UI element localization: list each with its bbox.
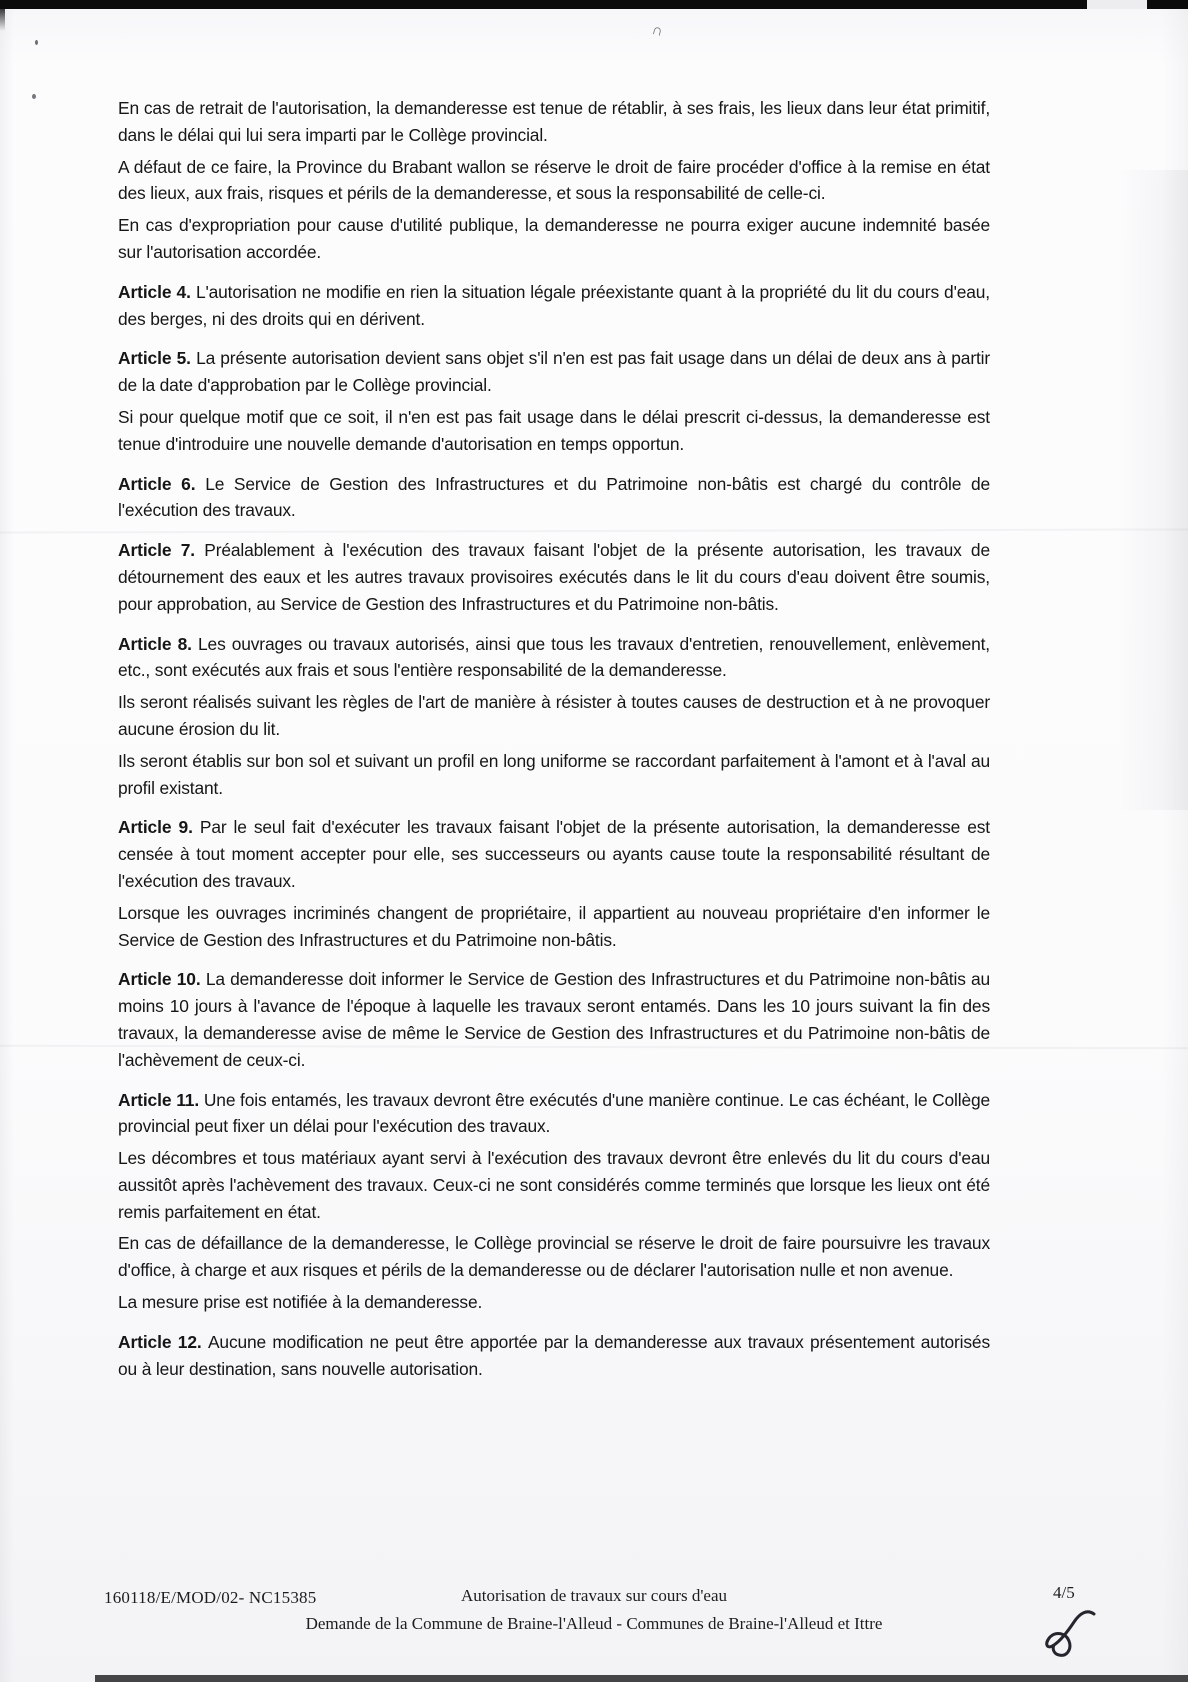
paragraph <box>118 1230 990 1284</box>
scan-artifact-dot <box>32 94 36 99</box>
paragraph-text: Les décombres et tous matériaux ayant servi à l'exécution des travaux devront être enlevés du lit du cours d'eau aussitôt après l'achèvement des travaux. Ceux-ci ne sont considérés comme terminés que lorsque les lieux ont été remis parfaitement en état. <box>118 1148 990 1222</box>
paragraph <box>118 95 990 149</box>
paragraph-article-8 <box>118 631 990 685</box>
scan-artifact-dot <box>35 40 38 45</box>
article-label: Article 4. <box>118 281 196 302</box>
paragraph-text: Lorsque les ouvrages incriminés changent de propriétaire, il appartient au nouveau propriétaire d'en informer le Service de Gestion des Infrastructures et du Patrimoine non-bâtis. <box>118 902 990 950</box>
paragraph-article-7 <box>118 537 990 617</box>
paragraph <box>118 689 990 743</box>
paragraph <box>118 1145 990 1225</box>
document-reference: 160118/E/MOD/02- NC15385 <box>104 1588 317 1607</box>
paragraph-text: Par le seul fait d'exécuter les travaux faisant l'objet de la présente autorisation, la demanderesse est censée à tout moment accepter pour elle, ses successeurs ou ayants cause toute la responsabilité résultant de l'exécution des travaux. <box>118 817 990 891</box>
article-label: Article 7. <box>118 540 205 561</box>
paragraph-text: La présente autorisation devient sans objet s'il n'en est pas fait usage dans un délai de deux ans à partir de la date d'approbation par le Collège provincial. <box>118 348 990 396</box>
paragraph-text: Ils seront établis sur bon sol et suivant un profil en long uniforme se raccordant parfaitement à l'amont et à l'aval au profil existant. <box>118 750 990 798</box>
paragraph <box>118 900 990 954</box>
paragraph <box>118 154 990 208</box>
paragraph-text: La demanderesse doit informer le Service de Gestion des Infrastructures et du Patrimoine non-bâtis au moins 10 jours à l'avance de l'époque à laquelle les travaux seront entamés. Dans les 10 jours suivant la fin des travaux, la demanderesse avise de même le Service de Gestion des Infrastructures et du Patrimoine non-bâtis de l'achèvement de ceux-ci. <box>118 969 991 1070</box>
paragraph-article-9 <box>118 814 990 894</box>
paragraph-article-11 <box>118 1087 990 1141</box>
paragraph-text: La mesure prise est notifiée à la demanderesse. <box>118 1292 483 1313</box>
document-body <box>118 95 990 1382</box>
handwritten-signature-mark <box>1040 1606 1098 1662</box>
paragraph <box>118 748 990 802</box>
scan-edge-corner <box>0 9 5 31</box>
paper-fold-shadow <box>1118 170 1188 810</box>
footer-subtitle: Demande de la Commune de Braine-l'Alleud - Communes de Braine-l'Alleud et Ittre <box>305 1614 883 1633</box>
article-label: Article 11. <box>118 1089 204 1110</box>
paragraph <box>118 404 990 458</box>
article-label: Article 12. <box>118 1331 208 1352</box>
article-label: Article 8. <box>118 633 199 654</box>
paragraph-text: Aucune modification ne peut être apportée par la demanderesse aux travaux présentement autorisés ou à leur destination, sans nouvelle autorisation. <box>118 1331 991 1379</box>
paragraph-text: En cas d'expropriation pour cause d'utilité publique, la demanderesse ne pourra exiger aucune indemnité basée sur l'autorisation accordée. <box>118 215 990 262</box>
paragraph-article-5 <box>118 345 990 399</box>
scan-edge-bottom-bar <box>95 1675 1188 1682</box>
paragraph-text: En cas de retrait de l'autorisation, la demanderesse est tenue de rétablir, à ses frais, les lieux dans leur état primitif, dans le délai qui lui sera imparti par le Collège provincial. <box>118 98 990 145</box>
paragraph-article-12 <box>118 1329 990 1383</box>
paragraph-text: A défaut de ce faire, la Province du Brabant wallon se réserve le droit de faire procéder d'office à la remise en état des lieux, aux frais, risques et périls de la demanderesse, et sous la responsabilité de celle-ci. <box>118 156 990 204</box>
article-label: Article 10. <box>118 969 206 990</box>
paragraph <box>118 212 990 266</box>
paragraph-text: Les ouvrages ou travaux autorisés, ainsi que tous les travaux d'entretien, renouvellement, enlèvement, etc., sont exécutés aux frais et sous l'entière responsabilité de la demanderesse. <box>118 633 990 681</box>
paragraph-text: L'autorisation ne modifie en rien la situation légale préexistante quant à la propriété du lit du cours d'eau, des berges, ni des droits qui en dérivent. <box>118 281 990 329</box>
article-label: Article 6. <box>118 473 206 494</box>
paragraph-article-4 <box>118 279 990 333</box>
paragraph-article-6 <box>118 471 990 525</box>
paragraph-text: Préalablement à l'exécution des travaux faisant l'objet de la présente autorisation, les travaux de détournement des eaux et les autres travaux provisoires exécutés dans le lit du cours d'eau doivent être soumis, pour approbation, au Service de Gestion des Infrastructures et du Patrimoine non-bâtis. <box>118 540 990 614</box>
paragraph-text: En cas de défaillance de la demanderesse, le Collège provincial se réserve le droit de faire poursuivre les travaux d'office, à charge et aux risques et périls de la demanderesse ou de déclarer l'autorisation nulle et non avenue. <box>118 1233 990 1281</box>
footer-title: Autorisation de travaux sur cours d'eau <box>460 1586 728 1605</box>
paragraph-text: Le Service de Gestion des Infrastructures et du Patrimoine non-bâtis est chargé du contrôle de l'exécution des travaux. <box>118 473 990 521</box>
scan-edge-top-bar <box>0 0 1188 9</box>
paragraph-text: Une fois entamés, les travaux devront être exécutés d'une manière continue. Le cas échéant, le Collège provincial peut fixer un délai pour l'exécution des travaux. <box>118 1089 991 1137</box>
article-label: Article 5. <box>118 348 197 369</box>
paragraph-text: Ils seront réalisés suivant les règles de l'art de manière à résister à toutes causes de destruction et à ne provoquer aucune érosion du lit. <box>118 692 990 739</box>
paragraph-text: Si pour quelque motif que ce soit, il n'en est pas fait usage dans le délai prescrit ci-dessus, la demanderesse est tenue d'introduire une nouvelle demande d'autorisation en temps opportun. <box>118 406 990 454</box>
paragraph <box>118 1289 990 1316</box>
paragraph-article-10 <box>118 966 990 1073</box>
article-label: Article 9. <box>118 817 200 838</box>
page-number: 4/5 <box>1053 1583 1075 1602</box>
scan-edge-gap <box>1087 0 1147 9</box>
scan-artifact-curl: ∩ <box>650 20 665 41</box>
